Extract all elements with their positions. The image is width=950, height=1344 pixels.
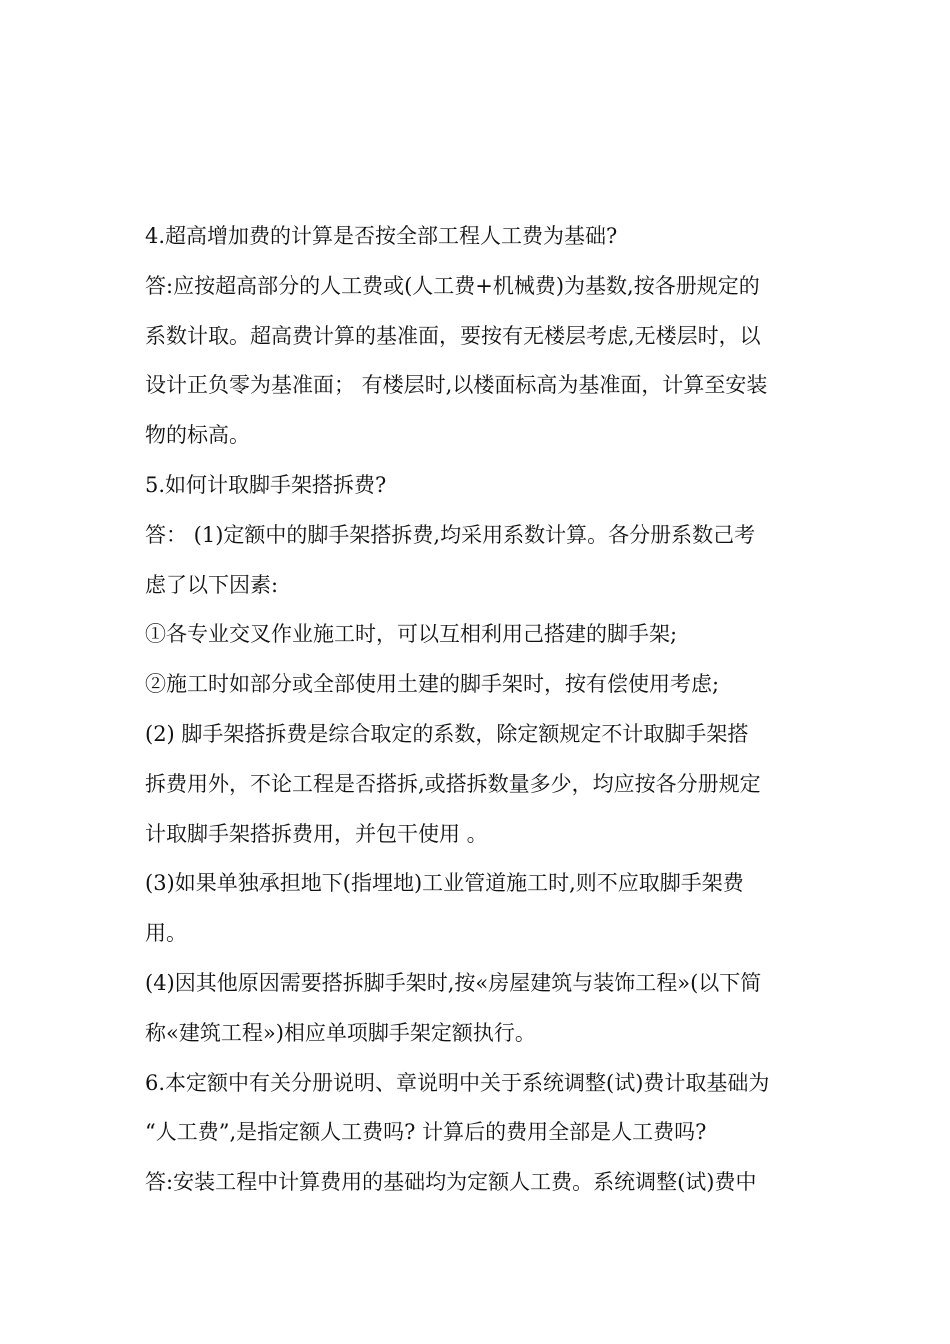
answer-5-item-1: ①各专业交叉作业施工时，可以互相利用己搭建的脚手架; bbox=[145, 622, 678, 647]
answer-4-line-3: 设计正负零为基准面； 有楼层时,以楼面标高为基准面，计算至安装 bbox=[145, 373, 768, 398]
answer-4-line-4: 物的标高。 bbox=[145, 423, 250, 448]
answer-5-line-2: 虑了以下因素: bbox=[145, 572, 279, 597]
answer-4-line-1: 答:应按超高部分的人工费或(人工费+机械费)为基数,按各册规定的 bbox=[145, 273, 760, 298]
answer-5-point-3-line-2: 用。 bbox=[145, 921, 187, 946]
answer-5-item-2: ②施工时如部分或全部使用土建的脚手架时，按有偿使用考虑; bbox=[145, 672, 720, 697]
answer-5-point-4-line-1: (4)因其他原因需要搭拆脚手架时,按«房屋建筑与装饰工程»(以下简 bbox=[145, 970, 762, 995]
answer-5-point-2-line-1: (2) 脚手架搭拆费是综合取定的系数，除定额规定不计取脚手架搭 bbox=[145, 721, 749, 746]
answer-5-point-4-line-2: 称«建筑工程»)相应单项脚手架定额执行。 bbox=[145, 1020, 536, 1045]
question-6-line-1: 6.本定额中有关分册说明、章说明中关于系统调整(试)费计取基础为 bbox=[145, 1070, 770, 1095]
answer-5-point-2-line-2: 拆费用外，不论工程是否搭拆,或搭拆数量多少，均应按各分册规定 bbox=[145, 771, 761, 796]
answer-5-line-1: 答： (1)定额中的脚手架搭拆费,均采用系数计算。各分册系数己考 bbox=[145, 522, 756, 547]
answer-5-point-3-line-1: (3)如果单独承担地下(指埋地)工业管道施工时,则不应取脚手架费 bbox=[145, 871, 744, 896]
answer-6-line-1: 答:安装工程中计算费用的基础均为定额人工费。系统调整(试)费中 bbox=[145, 1170, 757, 1195]
answer-4-line-2: 系数计取。超高费计算的基准面，要按有无楼层考虑,无楼层时，以 bbox=[145, 323, 761, 348]
document-body bbox=[145, 212, 810, 1208]
question-6-line-2: “人工费”,是指定额人工费吗? 计算后的费用全部是人工费吗? bbox=[145, 1120, 707, 1145]
question-5-title: 5.如何计取脚手架搭拆费? bbox=[145, 472, 387, 497]
answer-5-point-2-line-3: 计取脚手架搭拆费用，并包干使用 。 bbox=[145, 821, 488, 846]
question-4-title: 4.超高增加费的计算是否按全部工程人工费为基础? bbox=[145, 224, 618, 248]
